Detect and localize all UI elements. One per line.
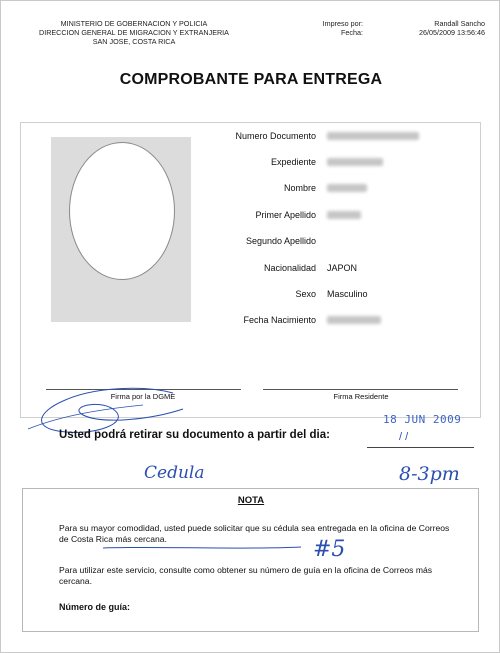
field-label-sexo: Sexo	[295, 289, 316, 299]
printed-by-label: Impreso por:	[322, 19, 363, 28]
redacted-expediente	[327, 158, 383, 166]
document-title: COMPROBANTE PARA ENTREGA	[119, 71, 383, 88]
pickup-date-field	[367, 426, 474, 448]
field-value-nacionalidad: JAPON	[327, 263, 358, 273]
nota-title: NOTA	[237, 495, 265, 506]
field-label-numero-documento: Numero Documento	[235, 131, 316, 141]
handwritten-number: #5	[313, 537, 346, 562]
redacted-nombre	[327, 184, 367, 192]
field-label-nombre: Nombre	[283, 183, 316, 193]
redacted-numero-documento	[327, 132, 419, 140]
field-label-fecha-nacimiento: Fecha Nacimiento	[243, 315, 316, 325]
field-label-primer-apellido: Primer Apellido	[255, 210, 316, 220]
field-label-segundo-apellido: Segundo Apellido	[245, 236, 316, 246]
print-info-values	[389, 19, 485, 37]
institution-header	[19, 19, 249, 46]
handwritten-hours: 8-3pm	[399, 463, 460, 485]
redacted-fecha-nacimiento	[327, 316, 381, 324]
ministry-line: MINISTERIO DE GOBERNACION Y POLICIA	[60, 19, 208, 28]
print-date-value: 26/05/2009 13:56:46	[419, 28, 485, 37]
field-label-nacionalidad: Nacionalidad	[263, 263, 316, 273]
date-label: Fecha:	[341, 28, 363, 37]
nota-paragraph-service: Para utilizar este servicio, consulte como obtener su número de guía en la oficina de Correos más cercana.	[59, 565, 433, 586]
underline-scribble	[101, 545, 306, 551]
dgme-signature-label: Firma por la DGME	[110, 392, 176, 401]
resident-signature-line	[263, 389, 458, 390]
printed-by-value: Randall Sancho	[434, 19, 485, 28]
pickup-notice: Usted podrá retirar su documento a partir del dia:	[59, 429, 330, 441]
guia-number-label: Número de guía:	[59, 602, 131, 612]
pickup-date-stamp: 18 JUN 2009	[383, 413, 462, 426]
field-value-sexo: Masculino	[327, 289, 368, 299]
print-info-labels	[319, 19, 363, 37]
city-line: SAN JOSE, COSTA RICA	[92, 37, 176, 46]
directorate-line: DIRECCION GENERAL DE MIGRACION Y EXTRANJERIA	[39, 28, 229, 37]
nota-paragraph-delivery: Para su mayor comodidad, usted puede solicitar que su cédula sea entregada en la oficina de Correos de Costa Rica más cercana.	[59, 523, 450, 544]
photo-placeholder	[69, 142, 175, 280]
redacted-primer-apellido	[327, 211, 361, 219]
resident-signature-label: Firma Residente	[333, 392, 389, 401]
date-slashes: / /	[399, 431, 409, 443]
handwritten-cedula: Cedula	[144, 463, 205, 483]
field-label-expediente: Expediente	[270, 157, 316, 167]
